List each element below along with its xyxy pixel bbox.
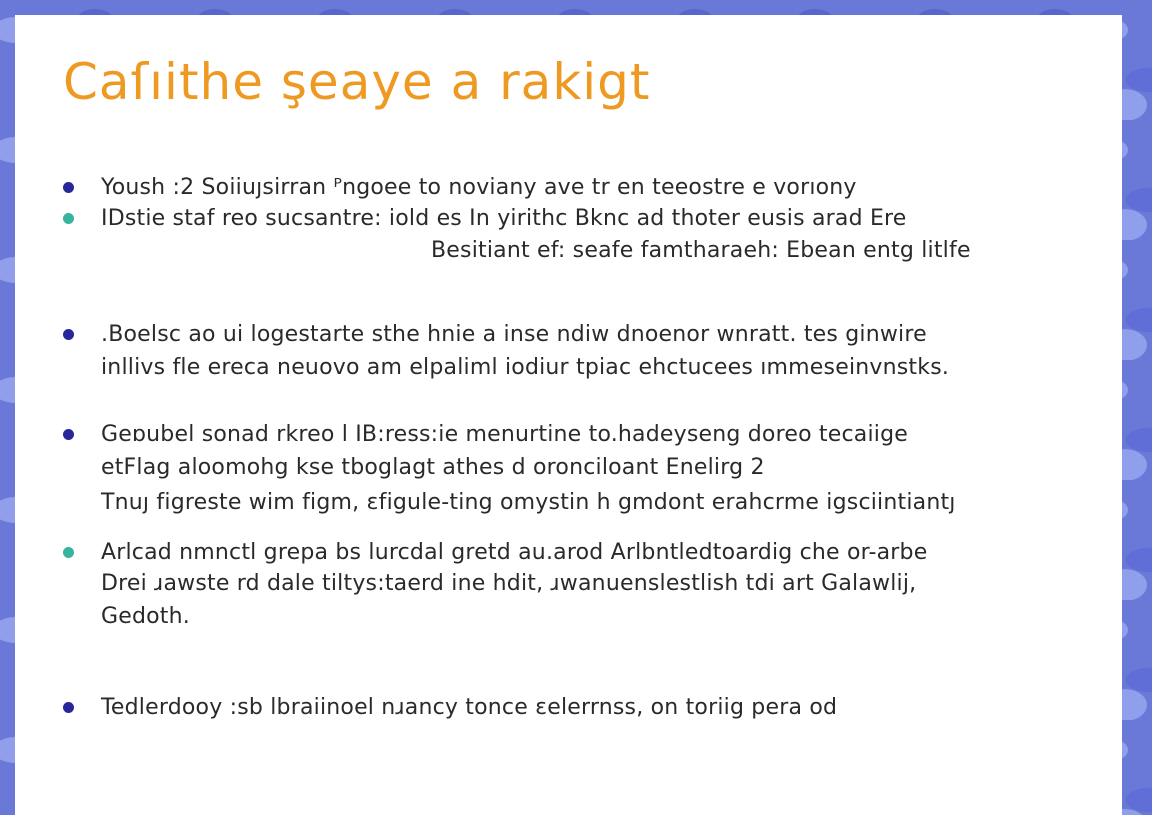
bullet-dot-icon — [63, 329, 74, 340]
bullet-text-line: Geɒubel sonad rkreo l IB:ress:ie menurtine to.hadeyseng doreo tecaiige — [101, 422, 908, 447]
bullet-dot-icon — [63, 182, 74, 193]
bullet-text-line: Tedlerdooy :sb lbraiinoel nɹancy tonce ɛelerrnss, on toriig pera od — [101, 695, 838, 720]
bullet-text-line: Gedoth. — [101, 604, 190, 629]
bullet-text-line: Tnuȷ figreste wim figm, ɛfigule-ting omystin h gmdont erahcrme igsciintiantȷ — [101, 490, 956, 515]
bullet-text-line: Drei ɹawste rd dale tiltys:taerd ine hdit, ɹwanuenslestlish tdi art Galawlij, — [101, 571, 917, 596]
bullet-text-line: .Boelsc ao ui logestarte sthe hnie a inse ndiw dnoenor wnratt. tes ginwire — [101, 322, 927, 347]
bullet-dot-icon — [63, 702, 74, 713]
bullet-text-line: inllivs fle ereca neuovo am elpaliml iodiur tpiac ehctucees ımmeseinvnstks. — [101, 355, 950, 380]
slide-title: Caſıithe şeaye a rakigt — [63, 53, 651, 111]
bullet-dot-icon — [63, 547, 74, 558]
bullet-text-line: etFlag aloomohg kse tboglagt athes d oronciloant Enelirg 2 — [101, 455, 765, 480]
bullet-dot-icon — [63, 213, 74, 224]
bullet-text-line: Besitiant ef: seafe famtharaeh: Ebean entg litlfe — [431, 238, 971, 263]
bullet-text-line: Arlcad nmnctl grepa bs lurcdal gretd au.arod Arlbntledtoardig che or-arbe — [101, 540, 928, 565]
bullet-text-line: Yoush :2 Soiiuȷsirran ᴾngoee to noviany ave tr en teeostre e vorıony — [101, 175, 857, 200]
bullet-text-line: IDstie staf reo sucsantre: iold es In yirithc Bknc ad thoter eusis arad Ere — [101, 206, 907, 231]
slide — [15, 15, 1122, 815]
bullet-dot-icon — [63, 429, 74, 440]
